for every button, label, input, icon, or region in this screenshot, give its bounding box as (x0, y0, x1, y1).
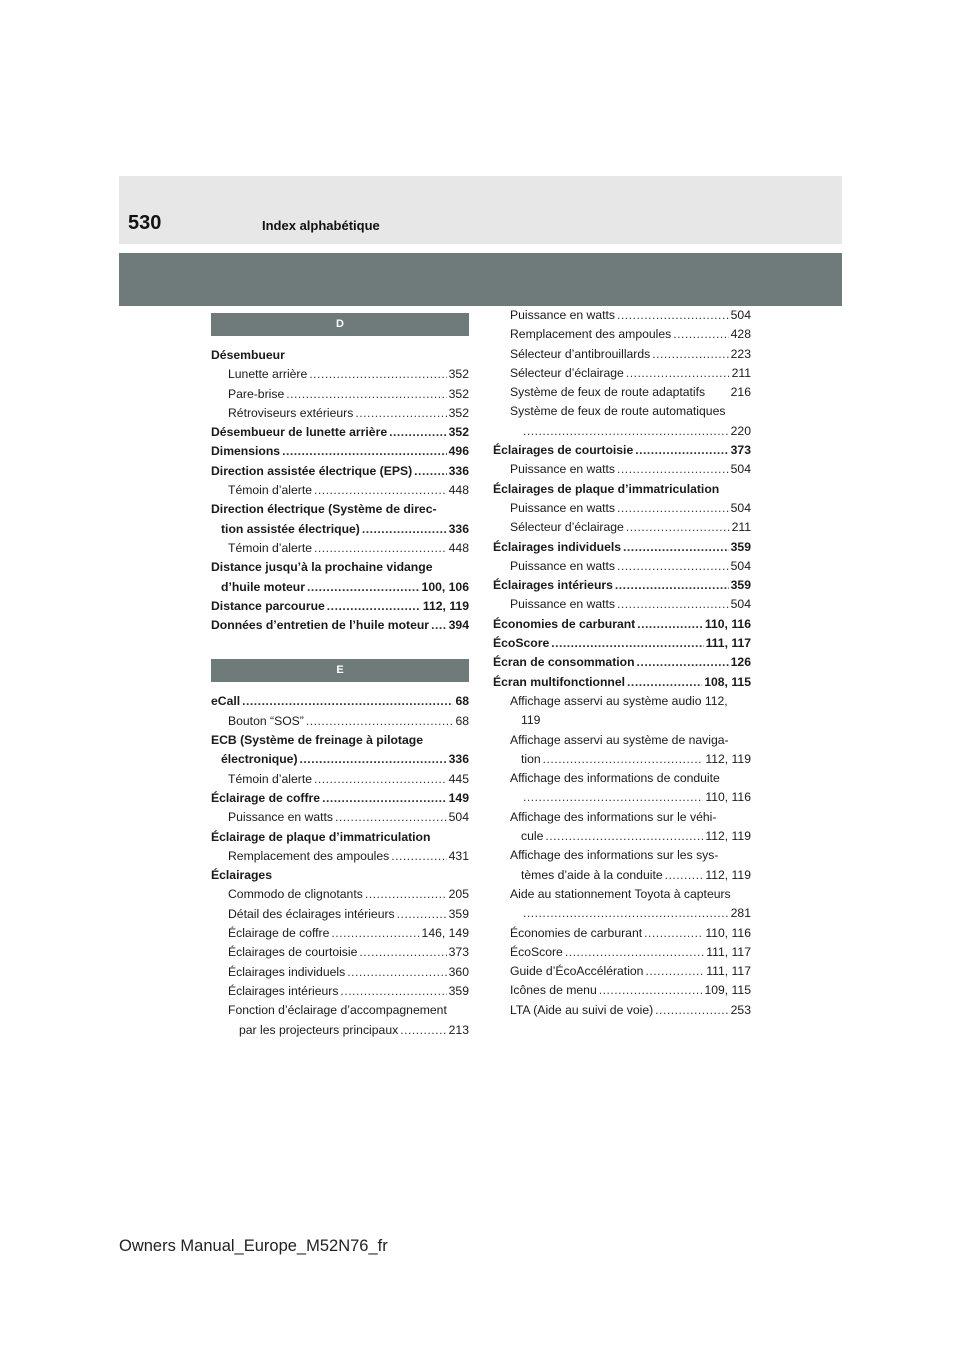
entry-label: Détail des éclairages intérieurs (228, 906, 395, 921)
index-entry (211, 1001, 469, 1020)
entry-page-ref: 504 (448, 810, 469, 825)
index-entry (493, 422, 751, 441)
entry-label: Éclairages de plaque d’immatriculation (493, 481, 720, 496)
index-entry (493, 345, 751, 364)
index-entry (493, 402, 751, 421)
entry-page-ref: 126 (730, 655, 751, 670)
index-entry (211, 924, 469, 943)
leader-dots (365, 885, 447, 904)
entry-label: Affichage asservi au système de naviga- (510, 732, 729, 747)
index-entry (211, 943, 469, 962)
entry-label: Sélecteur d’antibrouillards (510, 346, 651, 361)
entry-page-ref: 110, 116 (705, 790, 751, 805)
entry-label: ÉcoScore (493, 636, 550, 651)
leader-dots (652, 345, 728, 364)
entry-page-ref: 504 (730, 597, 751, 612)
entry-page-ref: 359 (448, 983, 469, 998)
entry-label: Aide au stationnement Toyota à capteurs (510, 886, 731, 901)
entry-label: Témoin d’alerte (228, 540, 312, 555)
entry-page-ref: 336 (448, 752, 469, 767)
entry-label: Affichage des informations sur le véhi- (510, 809, 717, 824)
index-entry (493, 943, 751, 962)
entry-label: Puissance en watts (510, 558, 616, 573)
entry-label: Icônes de menu (510, 983, 597, 998)
leader-dots (309, 365, 446, 384)
entry-label: eCall (211, 694, 241, 709)
entry-label: Désembueur de lunette arrière (211, 425, 388, 440)
entry-page-ref: 360 (448, 964, 469, 979)
leader-dots (397, 905, 447, 924)
leader-dots (391, 847, 446, 866)
index-entry (493, 904, 751, 923)
entry-label: Données d’entretien de l’huile moteur (211, 618, 430, 633)
index-entry (493, 981, 751, 1000)
leader-dots (523, 788, 703, 807)
entry-page-ref: 428 (730, 327, 751, 342)
entry-label: Puissance en watts (510, 308, 616, 322)
index-entry (211, 520, 469, 539)
leader-dots (347, 963, 446, 982)
entry-page-ref: 336 (448, 463, 469, 478)
entry-label: Puissance en watts (510, 462, 616, 477)
leader-dots (665, 866, 704, 885)
leader-dots (617, 306, 729, 325)
entry-label: Distance jusqu’à la prochaine vidange (211, 560, 433, 575)
entry-label: Puissance en watts (510, 500, 616, 515)
header-band (119, 176, 842, 244)
index-entry (211, 982, 469, 1001)
entry-page-ref: 149 (448, 790, 469, 805)
entry-page-ref: 352 (448, 386, 469, 401)
index-list-d (211, 346, 469, 635)
entry-label: Éclairage de plaque d’immatriculation (211, 829, 431, 844)
entry-page-ref: 504 (730, 558, 751, 573)
leader-dots (626, 518, 730, 537)
index-entry (211, 404, 469, 423)
leader-dots (282, 442, 447, 461)
index-entry (211, 442, 469, 461)
entry-label: Sélecteur d’éclairage (510, 365, 624, 380)
leader-dots (400, 1021, 446, 1040)
index-entry (493, 518, 751, 537)
entry-page-ref: 496 (448, 444, 469, 459)
entry-page-ref: 336 (448, 521, 469, 536)
entry-label: Éclairage de coffre (228, 926, 330, 941)
leader-dots (673, 325, 728, 344)
entry-page-ref: 359 (730, 578, 751, 593)
page-number: 530 (128, 212, 162, 234)
entry-label: Éclairages de courtoisie (493, 443, 634, 458)
index-entry (211, 828, 469, 847)
entry-page-ref: 112, 119 (705, 867, 751, 882)
leader-dots (523, 904, 729, 923)
entry-page-ref: 352 (448, 405, 469, 420)
index-entry (493, 808, 751, 827)
leader-dots (306, 712, 454, 731)
index-entry (493, 1001, 751, 1020)
entry-page-ref: 112, 119 (705, 829, 751, 844)
index-entry (493, 750, 751, 769)
leader-dots (617, 557, 729, 576)
entry-page-ref: 359 (730, 539, 751, 554)
index-entry (493, 538, 751, 557)
entry-label: Puissance en watts (510, 597, 616, 612)
index-entry (211, 750, 469, 769)
entry-page-ref: 445 (448, 771, 469, 786)
entry-label: par les projecteurs principaux (239, 1022, 399, 1037)
leader-dots (599, 981, 703, 1000)
entry-label: Écran multifonctionnel (493, 674, 626, 689)
index-entry (211, 616, 469, 635)
entry-page-ref: 253 (730, 1002, 751, 1017)
index-entry (493, 499, 751, 518)
entry-page-ref: 281 (730, 906, 751, 921)
entry-label: Écran de consommation (493, 655, 635, 670)
index-entry (493, 885, 751, 904)
entry-label: Éclairages intérieurs (228, 983, 339, 998)
index-entry (493, 576, 751, 595)
leader-dots (645, 962, 704, 981)
index-entry (211, 789, 469, 808)
index-entry (211, 597, 469, 616)
entry-page-ref: 211 (731, 365, 751, 380)
index-entry (211, 365, 469, 384)
index-entry (493, 306, 751, 325)
leader-dots (414, 462, 446, 481)
leader-dots (551, 634, 703, 653)
leader-dots (635, 441, 728, 460)
index-entry (211, 558, 469, 577)
entry-page-ref: 205 (448, 887, 469, 902)
index-entry (211, 462, 469, 481)
section-header-e: E (211, 659, 469, 682)
entry-page-ref: 112, 119 (705, 751, 751, 766)
entry-label: Économies de carburant (510, 925, 643, 940)
entry-page-ref: 431 (448, 848, 469, 863)
index-entry (211, 770, 469, 789)
entry-label: Rétroviseurs extérieurs (228, 405, 354, 420)
index-entry (211, 885, 469, 904)
leader-dots (637, 615, 703, 634)
index-entry (493, 846, 751, 865)
index-entry (493, 634, 751, 653)
index-entry (211, 847, 469, 866)
entry-page-ref: 373 (730, 443, 751, 458)
entry-label: Distance parcourue (211, 598, 325, 613)
entry-label: Affichage des informations de conduite (510, 771, 720, 786)
index-list-right (493, 306, 751, 1020)
entry-label: ECB (Système de freinage à pilotage (211, 733, 423, 748)
leader-dots (355, 404, 446, 423)
entry-label: Fonction d’éclairage d’accompagnement (228, 1003, 447, 1018)
entry-page-ref: 394 (448, 618, 469, 633)
leader-dots (545, 827, 703, 846)
leader-dots (331, 924, 419, 943)
entry-label: Affichage des informations sur les sys- (510, 848, 719, 863)
index-entry (493, 962, 751, 981)
index-entry (493, 866, 751, 885)
section-header-d: D (211, 313, 469, 336)
entry-page-ref: 108, 115 (704, 674, 751, 689)
entry-label: 119 (521, 713, 541, 728)
entry-label: Commodo de clignotants (228, 887, 363, 902)
entry-label: Direction électrique (Système de direc- (211, 502, 437, 517)
entry-page-ref: 110, 116 (704, 616, 751, 631)
leader-dots (322, 789, 447, 808)
entry-label: Éclairages de courtoisie (228, 945, 358, 960)
leader-dots (362, 520, 447, 539)
entry-page-ref: 146, 149 (421, 926, 469, 941)
leader-dots (644, 924, 703, 943)
entry-page-ref: 109, 115 (704, 983, 751, 998)
index-entry (493, 673, 751, 692)
index-entry (211, 692, 469, 711)
entry-label: Témoin d’alerte (228, 771, 312, 786)
index-entry (493, 924, 751, 943)
leader-dots (307, 578, 420, 597)
leader-dots (637, 653, 729, 672)
entry-label: Système de feux de route automatiques (510, 404, 726, 419)
entry-label: LTA (Aide au suivi de voie) (510, 1002, 654, 1017)
entry-page-ref: 220 (730, 423, 751, 438)
leader-dots (617, 499, 729, 518)
index-entry (211, 539, 469, 558)
leader-dots (431, 616, 447, 635)
index-entry (211, 866, 469, 885)
index-entry (493, 480, 751, 499)
entry-label: électronique) (221, 752, 298, 767)
entry-page-ref: 448 (448, 483, 469, 498)
index-entry (211, 712, 469, 731)
index-entry (493, 711, 751, 730)
leader-dots (300, 750, 447, 769)
leader-dots (617, 595, 729, 614)
entry-label: tion assistée électrique) (221, 521, 360, 536)
entry-label: tion (521, 751, 541, 766)
index-entry (493, 692, 751, 711)
index-entry (211, 578, 469, 597)
entry-page-ref: 352 (448, 367, 469, 382)
leader-dots (615, 576, 729, 595)
index-entry (493, 364, 751, 383)
index-entry (211, 385, 469, 404)
entry-label: Direction assistée électrique (EPS) (211, 463, 413, 478)
entry-page-ref: 373 (448, 945, 469, 960)
entry-page-ref: 110, 116 (705, 925, 751, 940)
index-entry (493, 827, 751, 846)
leader-dots (340, 982, 446, 1001)
index-entry (493, 615, 751, 634)
index-entry (493, 653, 751, 672)
leader-dots (523, 422, 729, 441)
entry-label: Bouton “SOS” (228, 713, 304, 728)
leader-dots (627, 673, 702, 692)
index-entry (211, 963, 469, 982)
entry-page-ref: 111, 117 (705, 636, 751, 651)
index-entry (211, 808, 469, 827)
footer-document-id: Owners Manual_Europe_M52N76_fr (119, 1237, 388, 1255)
index-entry (493, 731, 751, 750)
page-title: Index alphabétique (262, 218, 380, 233)
index-entry (493, 383, 751, 402)
leader-dots (359, 943, 446, 962)
index-entry (493, 788, 751, 807)
entry-label: d’huile moteur (221, 579, 305, 594)
index-entry (211, 346, 469, 365)
index-entry (211, 1021, 469, 1040)
leader-dots (623, 538, 729, 557)
header-dark-band (119, 253, 842, 306)
entry-page-ref: 68 (455, 713, 469, 728)
entry-label: Éclairages individuels (493, 539, 622, 554)
entry-page-ref: 213 (448, 1022, 469, 1037)
entry-label: Système de feux de route adaptatifs (510, 385, 706, 400)
entry-page-ref: 504 (730, 500, 751, 515)
index-list-e (211, 692, 469, 1039)
entry-page-ref: 111, 117 (706, 964, 751, 979)
entry-page-ref: 448 (448, 540, 469, 555)
index-entry (493, 441, 751, 460)
leader-dots (626, 364, 730, 383)
entry-page-ref: 504 (730, 462, 751, 477)
entry-label: cule (521, 829, 544, 844)
index-entry (211, 481, 469, 500)
index-column-right (493, 306, 751, 1020)
entry-page-ref: 352 (448, 425, 469, 440)
entry-label: Remplacement des ampoules (510, 327, 672, 342)
index-entry (493, 595, 751, 614)
index-entry (493, 325, 751, 344)
leader-dots (655, 1001, 728, 1020)
index-entry (211, 500, 469, 519)
entry-label: Éclairage de coffre (211, 790, 321, 805)
entry-page-ref: 112, 119 (422, 598, 469, 613)
entry-page-ref: 216 (730, 385, 751, 400)
index-entry (211, 731, 469, 750)
entry-label: Sélecteur d’éclairage (510, 520, 624, 535)
leader-dots (314, 481, 447, 500)
entry-label: tèmes d’aide à la conduite (521, 867, 663, 882)
index-entry (211, 905, 469, 924)
index-entry (493, 460, 751, 479)
entry-page-ref: 223 (730, 346, 751, 361)
index-entry (493, 557, 751, 576)
leader-dots (286, 385, 446, 404)
entry-label: Témoin d’alerte (228, 483, 312, 498)
entry-label: Guide d’ÉcoAccélération (510, 964, 644, 979)
leader-dots (314, 539, 447, 558)
index-entry (493, 769, 751, 788)
leader-dots (543, 750, 704, 769)
entry-page-ref: 68 (455, 694, 469, 709)
leader-dots (617, 460, 729, 479)
entry-label: Économies de carburant (493, 616, 636, 631)
entry-label: Lunette arrière (228, 367, 308, 382)
entry-label: Éclairages (211, 868, 272, 883)
leader-dots (314, 770, 447, 789)
leader-dots (565, 943, 704, 962)
entry-label: ÉcoScore (510, 944, 563, 959)
leader-dots (389, 423, 447, 442)
entry-label: Pare-brise (228, 386, 285, 401)
entry-label: Affichage asservi au système audio 112, (510, 693, 728, 708)
entry-label: Dimensions (211, 444, 281, 459)
leader-dots (242, 692, 453, 711)
entry-label: Remplacement des ampoules (228, 848, 390, 863)
index-entry (211, 423, 469, 442)
index-column-left (211, 313, 469, 1040)
entry-page-ref: 504 (730, 308, 751, 322)
entry-page-ref: 100, 106 (421, 579, 469, 594)
entry-label: Désembueur (211, 348, 285, 362)
entry-label: Éclairages individuels (228, 964, 346, 979)
entry-page-ref: 111, 117 (706, 944, 751, 959)
entry-label: Puissance en watts (228, 810, 334, 825)
leader-dots (327, 597, 421, 616)
entry-label: Éclairages intérieurs (493, 578, 613, 593)
leader-dots (335, 808, 447, 827)
entry-page-ref: 211 (731, 520, 751, 535)
entry-page-ref: 359 (448, 906, 469, 921)
